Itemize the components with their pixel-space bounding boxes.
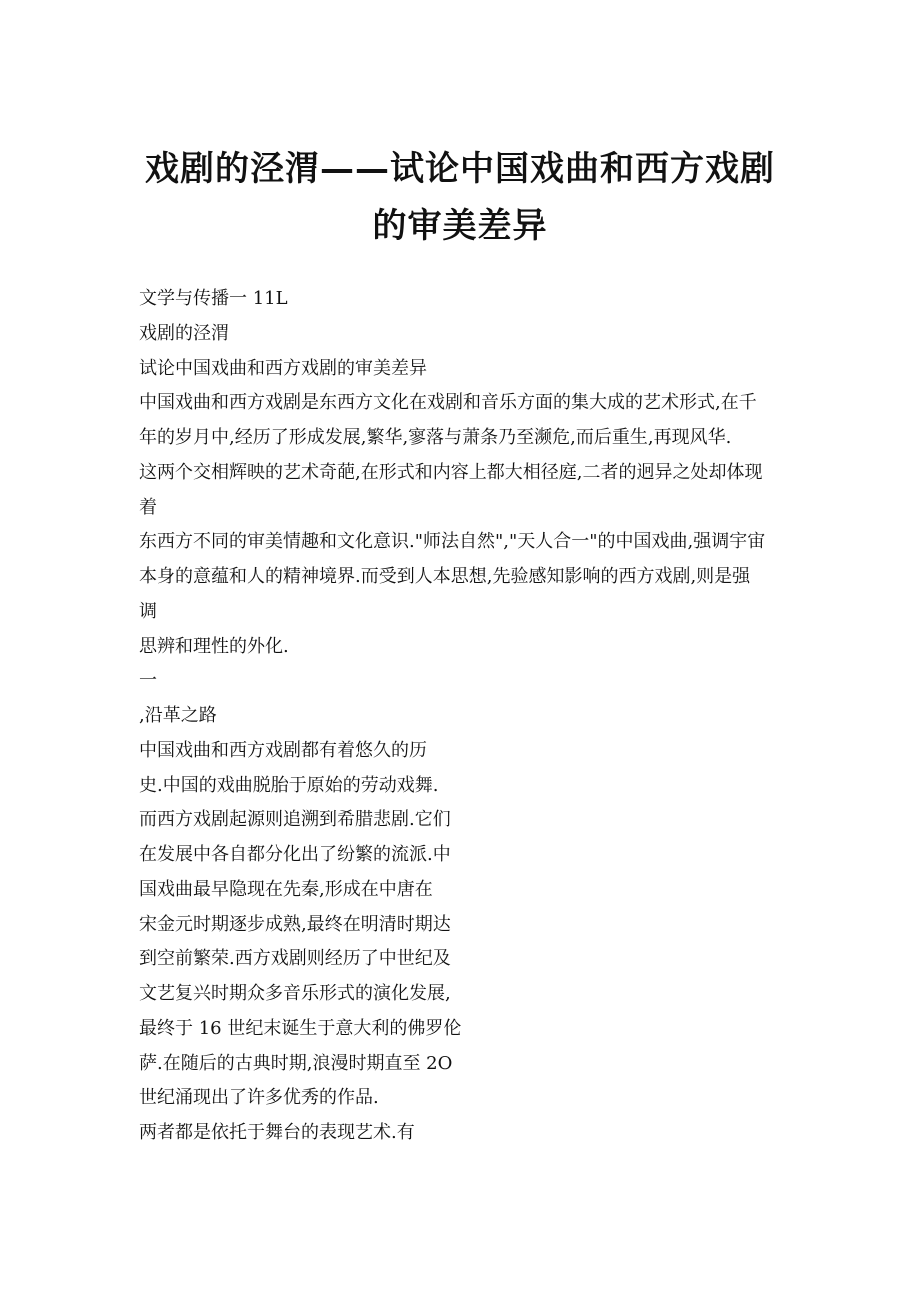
body-line: 最终于 16 世纪末诞生于意大利的佛罗伦 (139, 1017, 462, 1039)
body-line: 萨.在随后的古典时期,浪漫时期直至 2O (139, 1052, 453, 1074)
body-line: 文艺复兴时期众多音乐形式的演化发展, (139, 983, 451, 1004)
body-line: 在发展中各自都分化出了纷繁的流派.中 (139, 844, 451, 865)
body-line: 本身的意蕴和人的精神境界.而受到人本思想,先验感知影响的西方戏剧,则是强 (139, 566, 751, 587)
body-line: 国戏曲最早隐现在先秦,形成在中唐在 (139, 878, 433, 900)
body-line: 中国戏曲和西方戏剧都有着悠久的历 (139, 739, 427, 761)
body-line: 思辨和理性的外化. (139, 635, 289, 657)
body-line: 宋金元时期逐步成熟,最终在明清时期达 (139, 913, 451, 935)
body-line: 而西方戏剧起源则追溯到希腊悲剧.它们 (139, 809, 451, 831)
body-line: 试论中国戏曲和西方戏剧的审美差异 (139, 357, 427, 379)
body-line: 戏剧的泾渭 (139, 322, 229, 344)
document-title-line-2: 的审美差异 (372, 206, 548, 246)
section-heading: ,沿革之路 (139, 705, 217, 726)
body-line: 一 (139, 670, 157, 692)
body-line: 到空前繁荣.西方戏剧则经历了中世纪及 (139, 948, 451, 970)
document-body (139, 282, 789, 1151)
body-line: 这两个交相辉映的艺术奇葩,在形式和内容上都大相径庭,二者的迥异之处却体现 (139, 461, 763, 483)
body-line: 中国戏曲和西方戏剧是东西方文化在戏剧和音乐方面的集大成的艺术形式,在千 (139, 392, 757, 414)
body-line: 世纪涌现出了许多优秀的作品. (139, 1087, 379, 1109)
body-line: 调 (139, 600, 157, 622)
body-line: 两者都是依托于舞台的表现艺术.有 (139, 1122, 415, 1143)
body-line: 史.中国的戏曲脱胎于原始的劳动戏舞. (139, 774, 439, 796)
document-title-line-1: 戏剧的泾渭——试论中国戏曲和西方戏剧 (145, 149, 775, 189)
body-line: 着 (139, 496, 157, 518)
body-line: 文学与传播一 11L (139, 288, 288, 309)
body-line: 东西方不同的审美情趣和文化意识."师法自然","天人合一"的中国戏曲,强调宇宙 (139, 531, 766, 553)
body-line: 年的岁月中,经历了形成发展,繁华,寥落与萧条乃至濒危,而后重生,再现风华. (139, 427, 732, 448)
